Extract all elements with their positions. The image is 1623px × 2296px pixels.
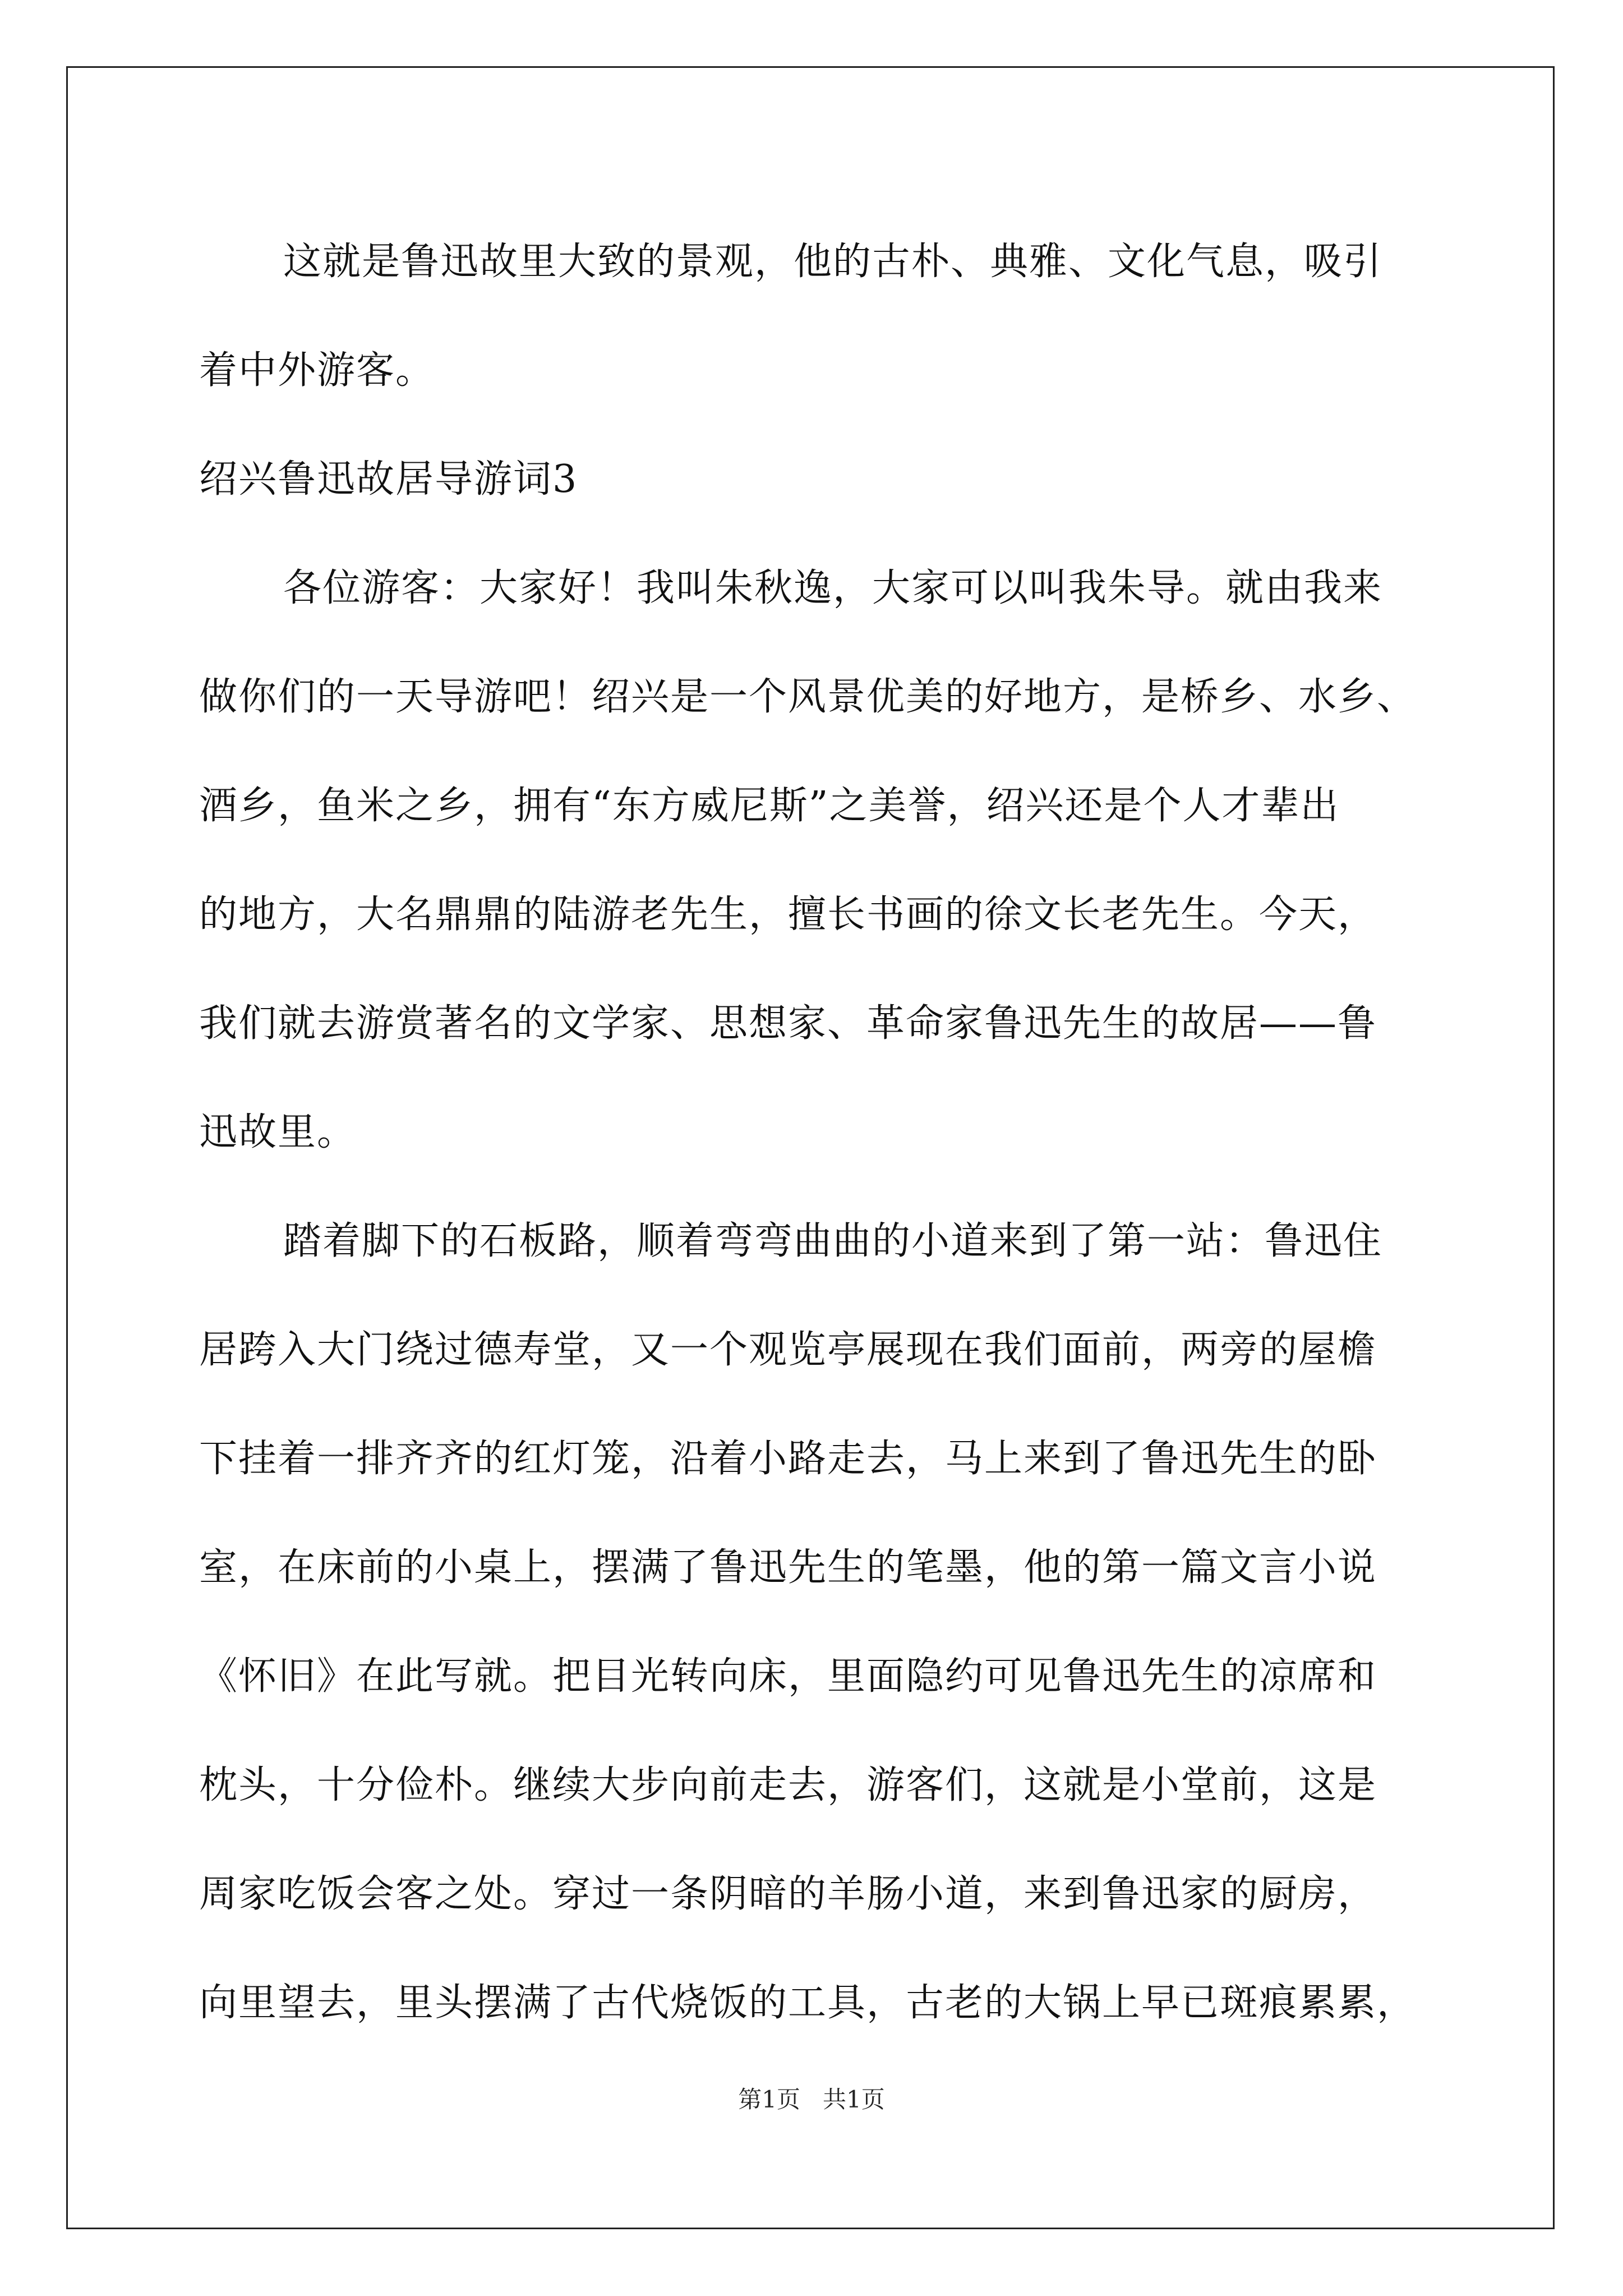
- paragraph-line: 周家吃饭会客之处。穿过一条阴暗的羊肠小道，来到鲁迅家的厨房，: [199, 1872, 1377, 1916]
- paragraph-line: 酒乡，鱼米之乡，拥有“东方威尼斯”之美誉，绍兴还是个人才辈出: [199, 784, 1340, 828]
- section-heading: 绍兴鲁迅故居导游词3: [199, 457, 578, 501]
- paragraph-line: 踏着脚下的石板路，顺着弯弯曲曲的小道来到了第一站：鲁迅住: [283, 1219, 1383, 1263]
- paragraph-line: 下挂着一排齐齐的红灯笼，沿着小路走去，马上来到了鲁迅先生的卧: [199, 1437, 1377, 1481]
- paragraph-line: 着中外游客。: [199, 348, 435, 393]
- paragraph-line: 《怀旧》在此写就。把目光转向床，里面隐约可见鲁迅先生的凉席和: [199, 1654, 1377, 1699]
- paragraph-line: 向里望去，里头摆满了古代烧饭的工具，古老的大锅上早已斑痕累累，: [199, 1981, 1417, 2025]
- document-body: [199, 208, 1444, 2058]
- paragraph-line: 这就是鲁迅故里大致的景观，他的古朴、典雅、文化气息，吸引: [283, 240, 1383, 284]
- page-footer: [0, 2081, 1623, 2115]
- paragraph-line: 我们就去游赏著名的文学家、思想家、革命家鲁迅先生的故居——鲁: [199, 1001, 1377, 1046]
- paragraph-line: 居跨入大门绕过德寿堂，又一个观览亭展现在我们面前，两旁的屋檐: [199, 1328, 1377, 1372]
- paragraph-line: 的地方，大名鼎鼎的陆游老先生，擅长书画的徐文长老先生。今天，: [199, 892, 1377, 937]
- page-total: 共1页: [823, 2086, 885, 2113]
- paragraph-line: 做你们的一天导游吧！绍兴是一个风景优美的好地方，是桥乡、水乡、: [199, 675, 1417, 719]
- paragraph-line: 室，在床前的小桌上，摆满了鲁迅先生的笔墨，他的第一篇文言小说: [199, 1545, 1377, 1590]
- page-number: 第1页: [738, 2086, 800, 2113]
- paragraph-line: 枕头，十分俭朴。继续大步向前走去，游客们，这就是小堂前，这是: [199, 1763, 1377, 1807]
- paragraph-line: 各位游客：大家好！我叫朱秋逸，大家可以叫我朱导。就由我来: [283, 566, 1383, 610]
- paragraph-line: 迅故里。: [199, 1110, 357, 1154]
